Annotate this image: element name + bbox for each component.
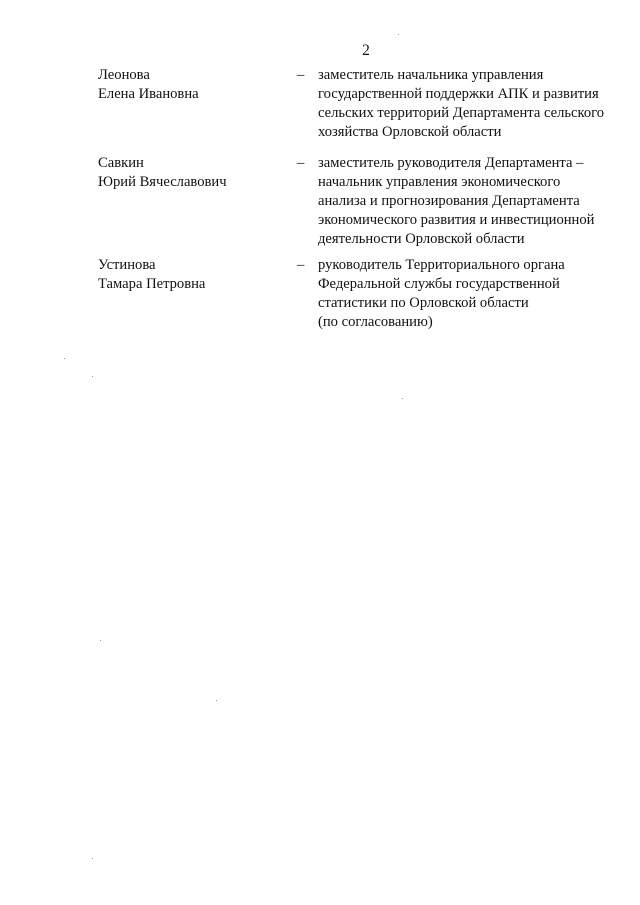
surname: Устинова: [98, 257, 156, 273]
role-description: [318, 256, 608, 332]
role-line: государственной поддержки АПК и развития: [318, 86, 599, 102]
role-line: Федеральной службы государственной: [318, 276, 560, 292]
role-line: начальник управления экономического: [318, 174, 561, 190]
scan-speck: [100, 640, 101, 641]
scan-speck: [92, 376, 93, 377]
role-description: [318, 154, 608, 249]
scan-speck: [398, 34, 399, 35]
given-names: Елена Ивановна: [98, 86, 199, 102]
surname: Леонова: [98, 67, 150, 83]
role-description: [318, 66, 608, 142]
dash-separator: –: [297, 257, 305, 273]
role-line: заместитель начальника управления: [318, 67, 544, 83]
role-line: экономического развития и инвестиционной: [318, 212, 595, 228]
person-name: [98, 154, 288, 192]
role-line: деятельности Орловской области: [318, 231, 525, 247]
scan-speck: [92, 858, 93, 859]
role-line: хозяйства Орловской области: [318, 124, 502, 140]
surname: Савкин: [98, 155, 144, 171]
scan-speck: [216, 700, 217, 701]
page-number: 2: [362, 42, 370, 59]
dash-separator: –: [297, 155, 305, 171]
role-line: сельских территорий Департамента сельского: [318, 105, 605, 121]
scan-speck: [64, 358, 65, 359]
dash-separator: –: [297, 67, 305, 83]
given-names: Тамара Петровна: [98, 276, 206, 292]
given-names: Юрий Вячеславович: [98, 174, 227, 190]
role-line: статистики по Орловской области: [318, 295, 529, 311]
person-name: [98, 256, 288, 294]
person-name: [98, 66, 288, 104]
scan-speck: [402, 398, 403, 399]
role-line: руководитель Территориального органа: [318, 257, 565, 273]
role-line: (по согласованию): [318, 314, 433, 330]
role-line: заместитель руководителя Департамента –: [318, 155, 584, 171]
role-line: анализа и прогнозирования Департамента: [318, 193, 580, 209]
